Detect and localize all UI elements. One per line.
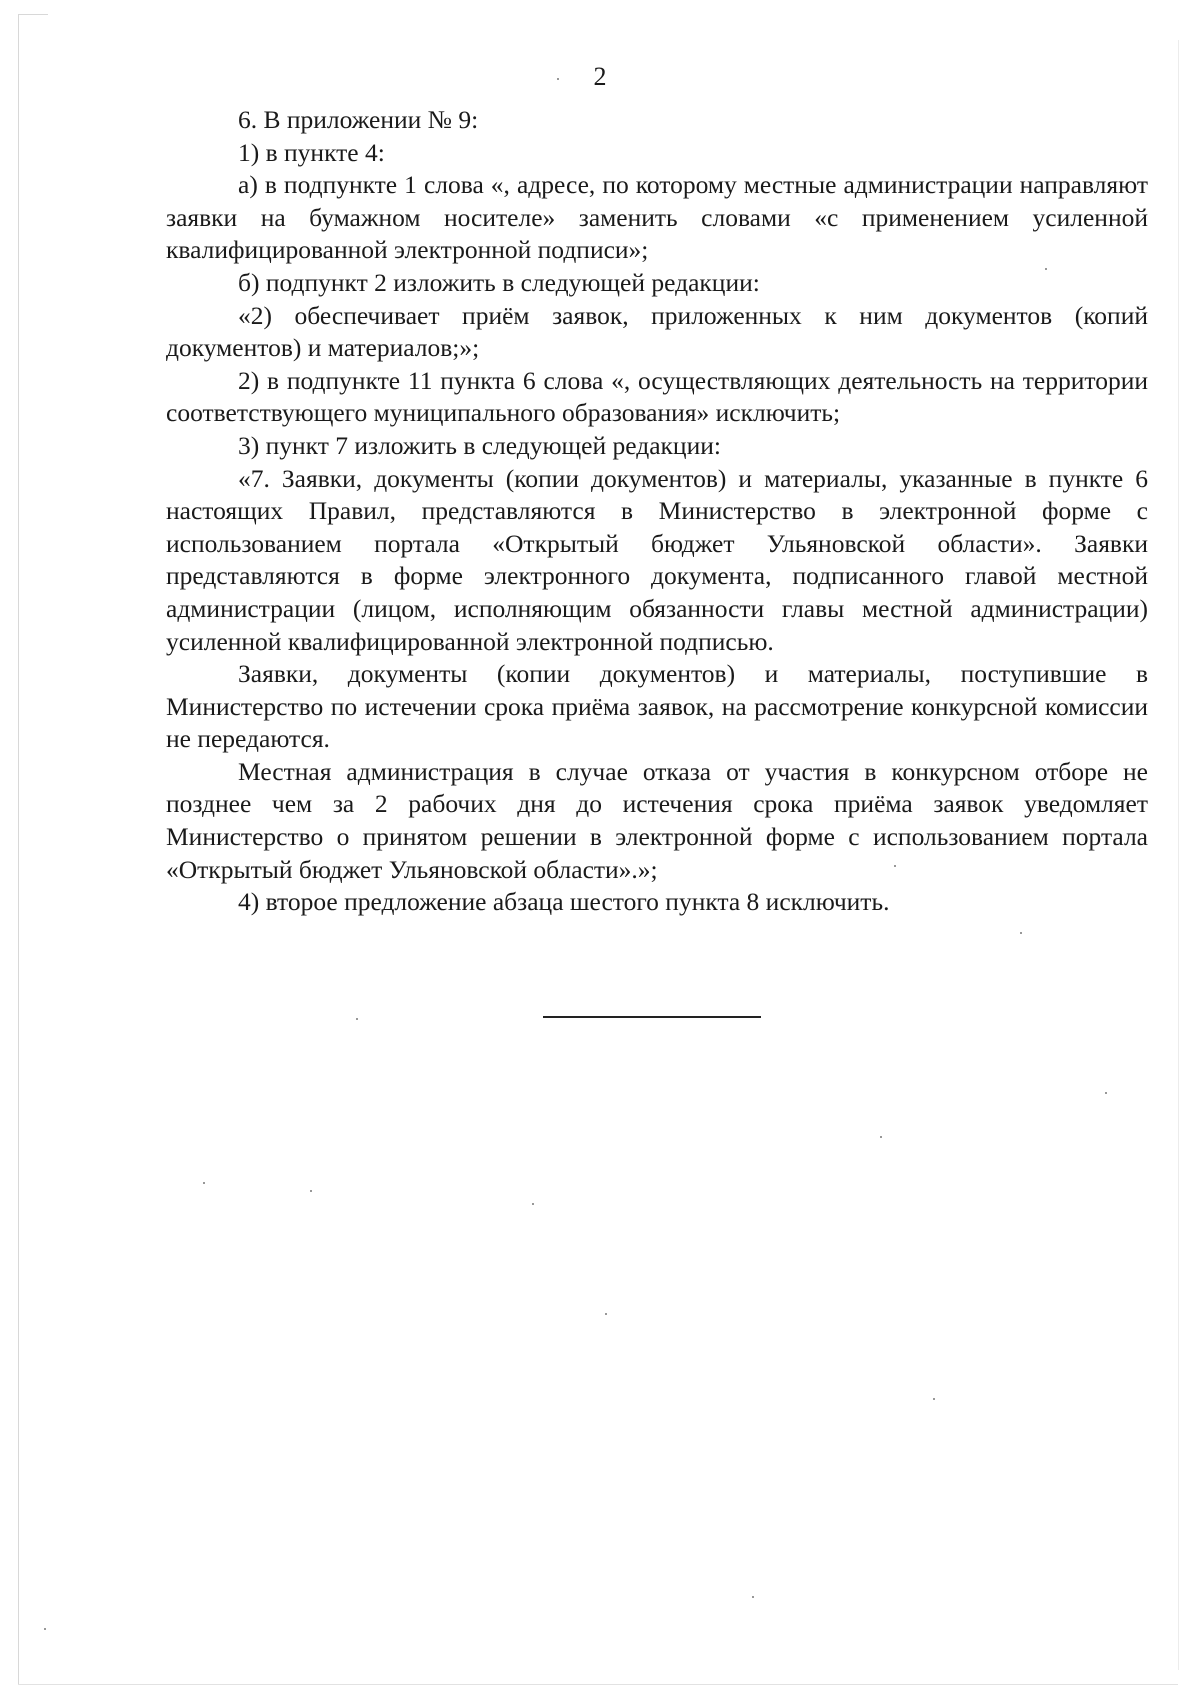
closing-rule	[543, 1016, 761, 1018]
scan-speck	[1020, 932, 1022, 934]
paragraph-item-3: 3) пункт 7 изложить в следующей редакции:	[238, 430, 721, 460]
scan-speck	[532, 1203, 534, 1205]
paragraph-withdrawal: Местная администрация в случае отказа от участия в конкурсном отборе не позднее чем за 2 рабочих дня до истечения срока приёма заявок уведомляет Министерство о принятом решении в электронной форме с использованием портала «Открытый бюджет Ульяновской области».»;	[166, 756, 1148, 884]
scan-speck	[557, 78, 559, 80]
scan-speck	[1105, 1092, 1107, 1094]
scan-speck	[894, 865, 896, 867]
paragraph-appendix-9: 6. В приложении № 9:	[238, 105, 479, 134]
page-number: 2	[593, 62, 607, 91]
scan-edge-left	[18, 14, 19, 1684]
scan-speck	[44, 1628, 46, 1630]
scan-speck	[203, 1182, 205, 1184]
paragraph-late-applications: Заявки, документы (копии документов) и материалы, поступившие в Министерство по истечении срока приёма заявок, на рассмотрение конкурсной комиссии не передаются.	[166, 659, 1148, 754]
paragraph-new-subitem-2: «2) обеспечивает приём заявок, приложенных к ним документов (копий документов) и материалов;»;	[166, 300, 1148, 363]
scan-speck	[1045, 268, 1047, 270]
scan-speck	[933, 1398, 935, 1400]
paragraph-item-1: 1) в пункте 4:	[238, 137, 385, 167]
scan-speck	[752, 1596, 754, 1598]
paragraph-item-4: 4) второе предложение абзаца шестого пункта 8 исключить.	[238, 887, 890, 917]
paragraph-subitem-b: б) подпункт 2 изложить в следующей редакции:	[238, 267, 760, 297]
scan-speck	[310, 1190, 312, 1192]
scan-edge-top	[18, 14, 48, 15]
scan-speck	[356, 1018, 358, 1020]
paragraph-new-clause-7: «7. Заявки, документы (копии документов) и материалы, указанные в пункте 6 настоящих Правил, представляются в Министерство в электронной форме с использованием портала «Открытый бюджет Ульяновской области». Заявки представляются в форме электронного документа, подписанного главой местной администрации (лицом, исполняющим обязанности главы местной администрации) усиленной квалифицированной электронной подписью.	[166, 463, 1148, 656]
document-body	[166, 104, 1148, 919]
paragraph-subitem-a: а) в подпункте 1 слова «, адресе, по которому местные администрации направляют заявки на бумажном носителе» заменить словами «с применением усиленной квалифицированной электронной подписи»;	[166, 170, 1148, 265]
paragraph-item-2: 2) в подпункте 11 пункта 6 слова «, осуществляющих деятельность на территории соответствующего муниципального образования» исключить;	[166, 365, 1148, 428]
scan-edge-right	[1178, 40, 1179, 1670]
scan-speck	[880, 1136, 882, 1138]
scan-edge-bottom	[18, 1684, 1178, 1685]
scan-speck	[605, 1313, 607, 1315]
